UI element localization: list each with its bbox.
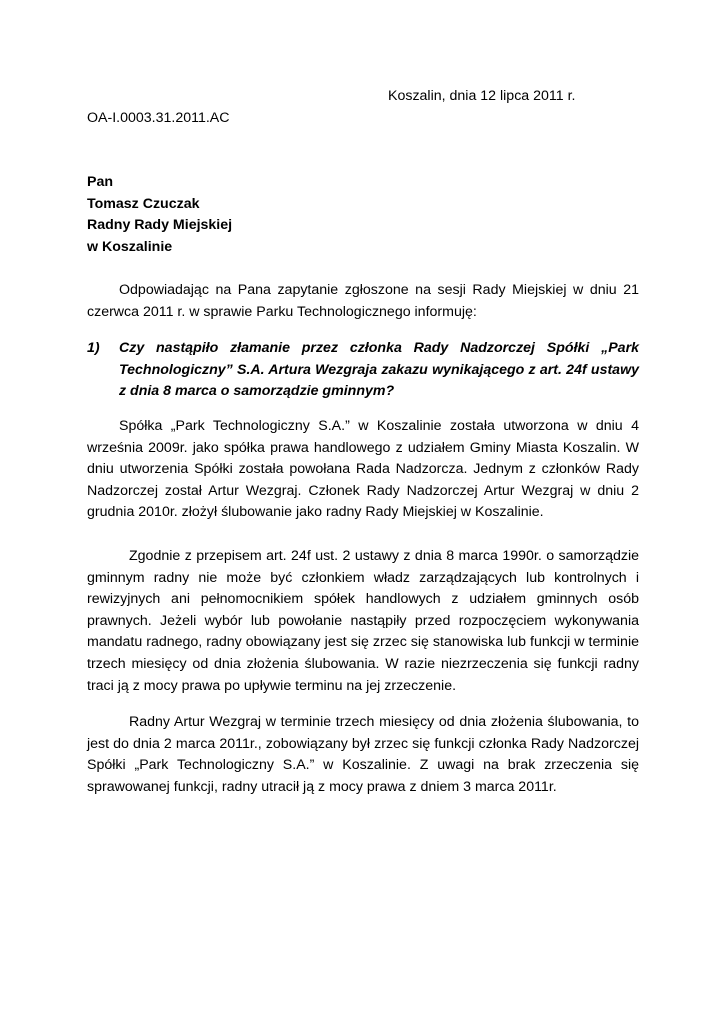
date-line: Koszalin, dnia 12 lipca 2011 r.: [388, 88, 576, 104]
question-number: 1): [87, 340, 100, 356]
body-paragraph-3: Radny Artur Wezgraj w terminie trzech miesięcy od dnia złożenia ślubowania, to jest do dnia 2 marca 2011r., zobowiązany był zrzec się funkcji członka Rady Nadzorczej Spółki „Park Technologiczny S.A.” w Koszalinie. Z uwagi na brak zrzeczenia się sprawowanej funkcji, radny utracił ją z mocy prawa z dniem 3 marca 2011r.: [87, 714, 639, 795]
intro-paragraph: Odpowiadając na Pana zapytanie zgłoszone na sesji Rady Miejskiej w dniu 21 czerwca 2011 r. w sprawie Parku Technologicznego informuję:: [87, 282, 639, 320]
reference-number: OA-I.0003.31.2011.AC: [87, 110, 230, 126]
question-item: [87, 338, 639, 403]
body-paragraph-1: Spółka „Park Technologiczny S.A.” w Koszalinie została utworzona w dniu 4 września 2009r. jako spółka prawa handlowego z udziałem Gminy Miasta Koszalin. W dniu utworzenia Spółki została powołana Rada Nadzorcza. Jednym z członków Rady Nadzorczej został Artur Wezgraj. Członek Rady Nadzorczej Artur Wezgraj w dniu 2 grudnia 2010r. złożył ślubowanie jako radny Rady Miejskiej w Koszalinie.: [87, 418, 639, 521]
recipient-salutation: Pan: [87, 174, 114, 190]
body-paragraph-2: Zgodnie z przepisem art. 24f ust. 2 ustawy z dnia 8 marca 1990r. o samorządzie gminnym radny nie może być członkiem władz zarządzających lub kontrolnych i rewizyjnych ani pełnomocnikiem spółek handlowych z udziałem gminnych osób prawnych. Jeżeli wybór lub powołanie nastąpiły przed rozpoczęciem wykonywania mandatu radnego, radny obowiązany jest się zrzec się stanowiska lub funkcji w terminie trzech miesięcy od dnia złożenia ślubowania. W razie niezrzeczenia się funkcji radny traci ją z mocy prawa po upływie terminu na jej zrzeczenie.: [87, 548, 639, 694]
recipient-location: w Koszalinie: [87, 238, 173, 255]
recipient-name: Tomasz Czuczak: [87, 195, 200, 212]
recipient-title: Radny Rady Miejskiej: [87, 217, 233, 234]
recipient-block: [87, 172, 232, 258]
question-text: Czy nastąpiło złamanie przez członka Rady Nadzorczej Spółki „Park Technologiczny” S.A. Artura Wezgraja zakazu wynikającego z art. 24f ustawy z dnia 8 marca o samorządzie gminnym?: [119, 340, 639, 400]
